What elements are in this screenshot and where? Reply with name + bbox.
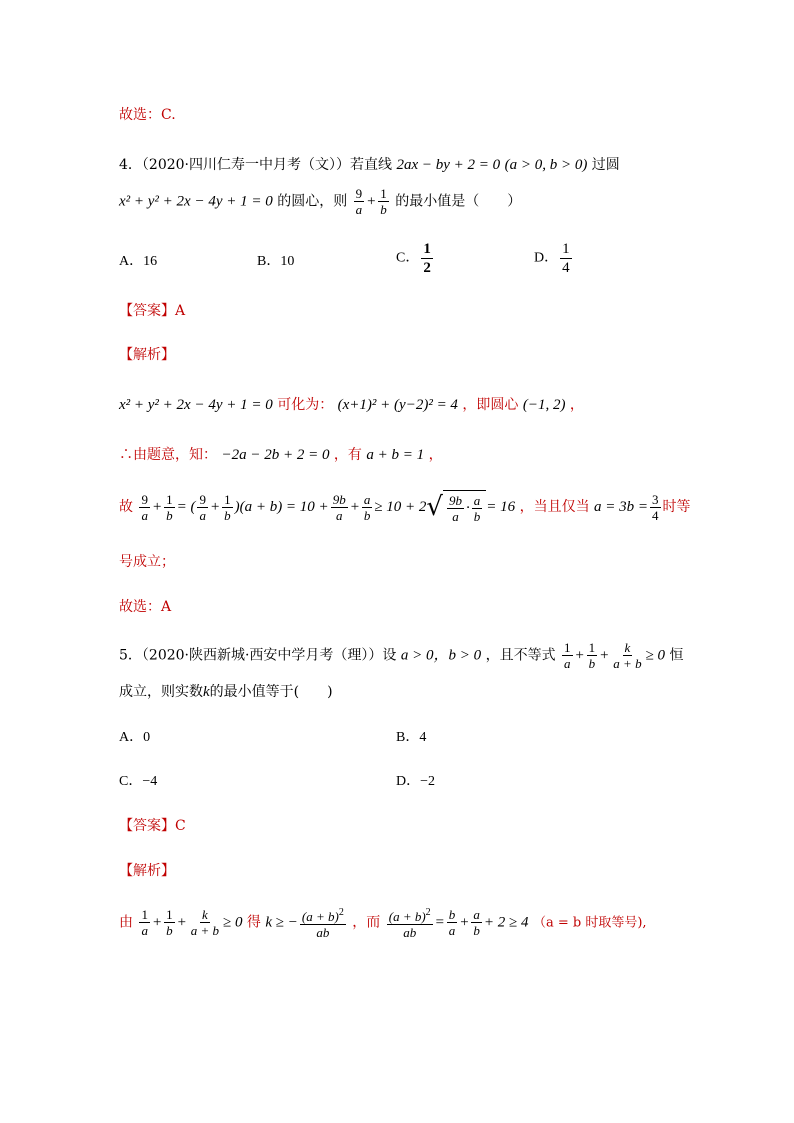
q5-stem-line1: 5．（2020·陕西新城·西安中学月考（理））设 a > 0，b > 0 ，且不等式 $\frac{1}{a}$ + $\frac{1}{b}$ + $\frac{k}{a + b}$ ≥ 0 恒 — [119, 640, 684, 671]
q4-mid: 的圆心，则 — [277, 193, 348, 210]
q4-tail1: 过圆 — [591, 157, 620, 173]
q4-frac-9-over-a: $\frac{9}{a}$ — [355, 186, 363, 217]
q5-answer: 【答案】C — [119, 818, 186, 834]
q4-option-d: D． $\frac{1}{4}$ — [534, 241, 570, 276]
sqrt-expression: √ $\frac{9b}{a}$ · $\frac{a}{b}$ — [426, 490, 486, 524]
q4-stem-line2: x² + y² + 2x − 4y + 1 = 0 的圆心，则 $\frac{9}{a}$ + $\frac{1}{b}$ 的最小值是（ ） — [119, 186, 522, 217]
q4-condition: (a > 0, b > 0) — [504, 157, 588, 173]
q4-final-answer: 故选：A — [119, 599, 172, 615]
q4-option-b: B．10 — [257, 254, 295, 269]
q5-analysis-title: 【解析】 — [119, 863, 175, 879]
q5-option-b: B．4 — [396, 730, 427, 745]
q4-option-c: C． $\frac{1}{2}$ — [396, 241, 431, 276]
q4-stem-line1 — [119, 154, 620, 174]
q4-analysis-line3: 故 $\frac{9}{a}$ + $\frac{1}{b}$ = ( $\frac{9}{a}$ + $\frac{1}{b}$ )(a + b) = 10 + $\frac{9b}{a}$ + $\frac{a}{b}$ ≥ 10 + 2 √ $\frac{9b}{a}$ · $\frac{a}{b}$ = 16 ，当且仅当 a = 3b = $\frac{3}{4}$ 时等 — [119, 491, 691, 524]
q5-stem-line2: 成立，则实数k的最小值等于( ) — [119, 684, 333, 700]
q4-analysis-title: 【解析】 — [119, 347, 175, 363]
q5-option-c: C．−4 — [119, 774, 158, 789]
q4-option-d-frac: $\frac{1}{4}$ — [562, 241, 570, 276]
q4-answer: 【答案】A — [119, 303, 186, 319]
q4-header: 4．（2020·四川仁寿一中月考（文））若直线 — [119, 157, 392, 173]
q4-option-a: A．16 — [119, 254, 158, 269]
q5-analysis-line1: 由 $\frac{1}{a}$ + $\frac{1}{b}$ + $\frac{k}{a + b}$ ≥ 0 得 k ≥ − $\frac{(a + b)^2}{ab}$ ，而 $\frac{(a + b)^2}{ab}$ = $\frac{b}{a}$ + $\frac{a}{b}$ + 2 ≥ 4 （a = b 时取等号), — [119, 907, 647, 940]
q4-line-equation: 2ax − by + 2 = 0 — [396, 157, 501, 173]
q4-circle-equation: x² + y² + 2x − 4y + 1 = 0 — [119, 193, 273, 210]
q4-option-c-frac: $\frac{1}{2}$ — [423, 241, 431, 276]
q4-tail2: 的最小值是（ ） — [395, 193, 522, 210]
prev-answer-line — [119, 104, 176, 124]
q4-analysis-line2: ∴由题意，知： −2a − 2b + 2 = 0 ，有 a + b = 1 ， — [119, 447, 443, 463]
q4-frac-1-over-b: $\frac{1}{b}$ — [380, 186, 387, 217]
prev-answer-text: 故选：C. — [119, 107, 176, 123]
q4-analysis-line4: 号成立； — [119, 554, 175, 570]
q5-option-a: A．0 — [119, 730, 151, 745]
q4-analysis-line1: x² + y² + 2x − 4y + 1 = 0 可化为： (x+1)² + (y−2)² = 4 ，即圆心 (−1, 2) ， — [119, 397, 584, 413]
q5-header: 5．（2020·陕西新城·西安中学月考（理））设 — [119, 647, 397, 664]
q5-option-d: D．−2 — [396, 774, 436, 789]
